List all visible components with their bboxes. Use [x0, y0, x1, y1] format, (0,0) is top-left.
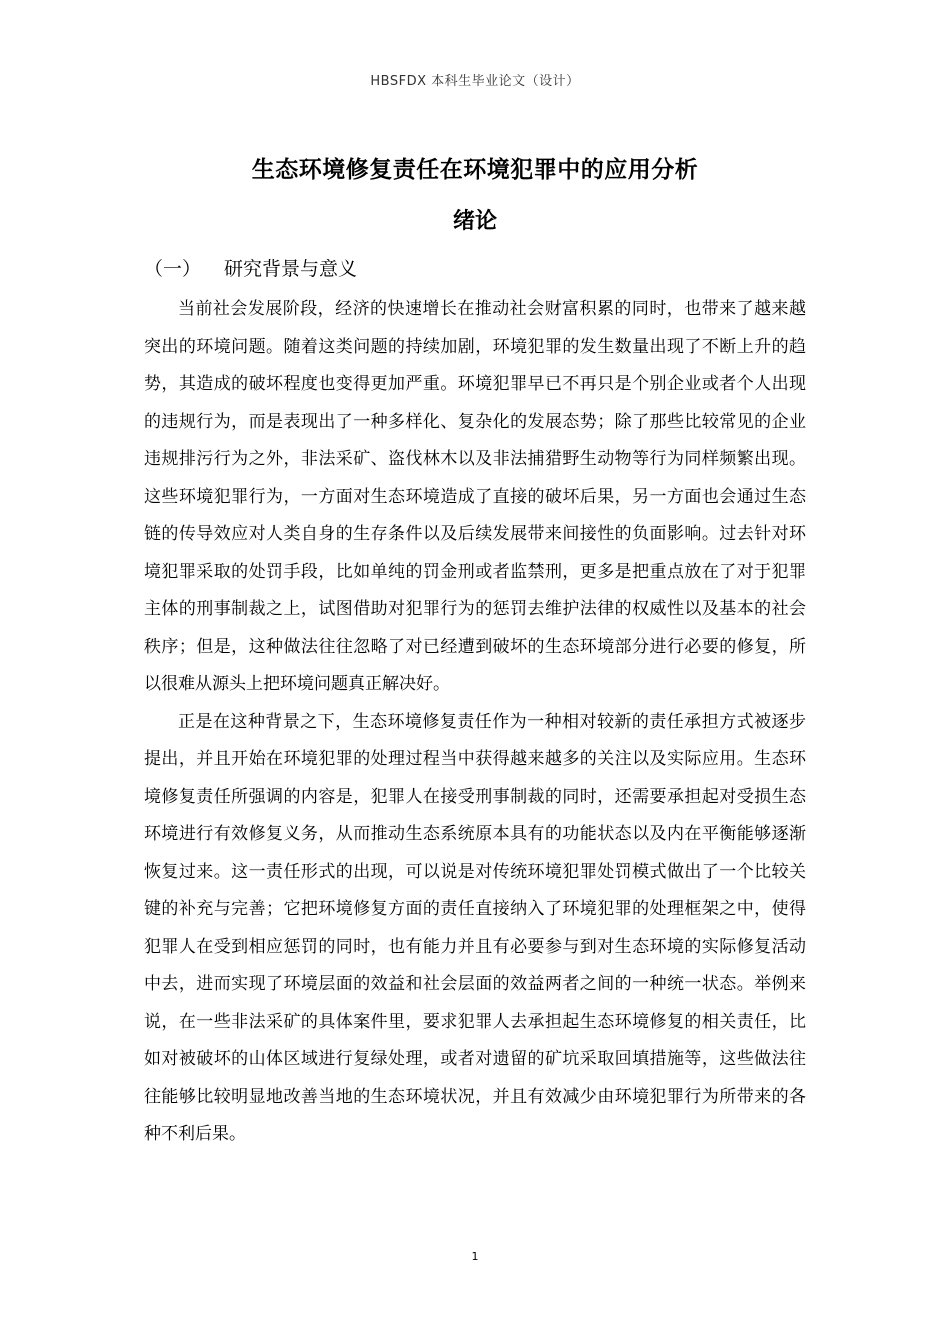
section-title: 研究背景与意义 — [224, 258, 358, 280]
document-title: 生态环境修复责任在环境犯罪中的应用分析 — [251, 157, 699, 183]
page-number: 1 — [471, 1250, 479, 1263]
page-header: HBSFDX 本科生毕业论文（设计） — [370, 74, 580, 89]
paragraph: 正是在这种背景之下，生态环境修复责任作为一种相对较新的责任承担方式被逐步提出，并且开始在环境犯罪的处理过程当中获得越来越多的关注以及实际应用。生态环境修复责任所强调的内容是，犯罪人在接受刑事制裁的同时，还需要承担起对受损生态环境进行有效修复义务，从而推动生态系统原本具有的功能状态以及内在平衡能够逐渐恢复过来。这一责任形式的出现，可以说是对传统环境犯罪处罚模式做出了一个比较关键的补充与完善；它把环境修复方面的责任直接纳入了环境犯罪的处理框架之中，使得犯罪人在受到相应惩罚的同时，也有能力并且有必要参与到对生态环境的实际修复活动中去，进而实现了环境层面的效益和社会层面的效益两者之间的一种统一状态。举例来说，在一些非法采矿的具体案件里，要求犯罪人去承担起生态环境修复的相关责任，比如对被破坏的山体区域进行复绿处理，或者对遗留的矿坑采取回填措施等，这些做法往往能够比较明显地改善当地的生态环境状况，并且有效减少由环境犯罪行为所带来的各种不利后果。 — [144, 711, 806, 1144]
chapter-heading: 绪论 — [452, 209, 497, 234]
body-text — [144, 291, 806, 1154]
section-number: （一） — [144, 258, 202, 280]
paragraph: 当前社会发展阶段，经济的快速增长在推动社会财富积累的同时，也带来了越来越突出的环境问题。随着这类问题的持续加剧，环境犯罪的发生数量出现了不断上升的趋势，其造成的破坏程度也变得更加严重。环境犯罪早已不再只是个别企业或者个人出现的违规行为，而是表现出了一种多样化、复杂化的发展态势；除了那些比较常见的企业违规排污行为之外，非法采矿、盗伐林木以及非法捕猎野生动物等行为同样频繁出现。这些环境犯罪行为，一方面对生态环境造成了直接的破坏后果，另一方面也会通过生态链的传导效应对人类自身的生存条件以及后续发展带来间接性的负面影响。过去针对环境犯罪采取的处罚手段，比如单纯的罚金刑或者监禁刑，更多是把重点放在了对于犯罪主体的刑事制裁之上，试图借助对犯罪行为的惩罚去维护法律的权威性以及基本的社会秩序；但是，这种做法往往忽略了对已经遭到破坏的生态环境部分进行必要的修复，所以很难从源头上把环境问题真正解决好。 — [144, 299, 806, 694]
section-heading — [144, 254, 357, 281]
